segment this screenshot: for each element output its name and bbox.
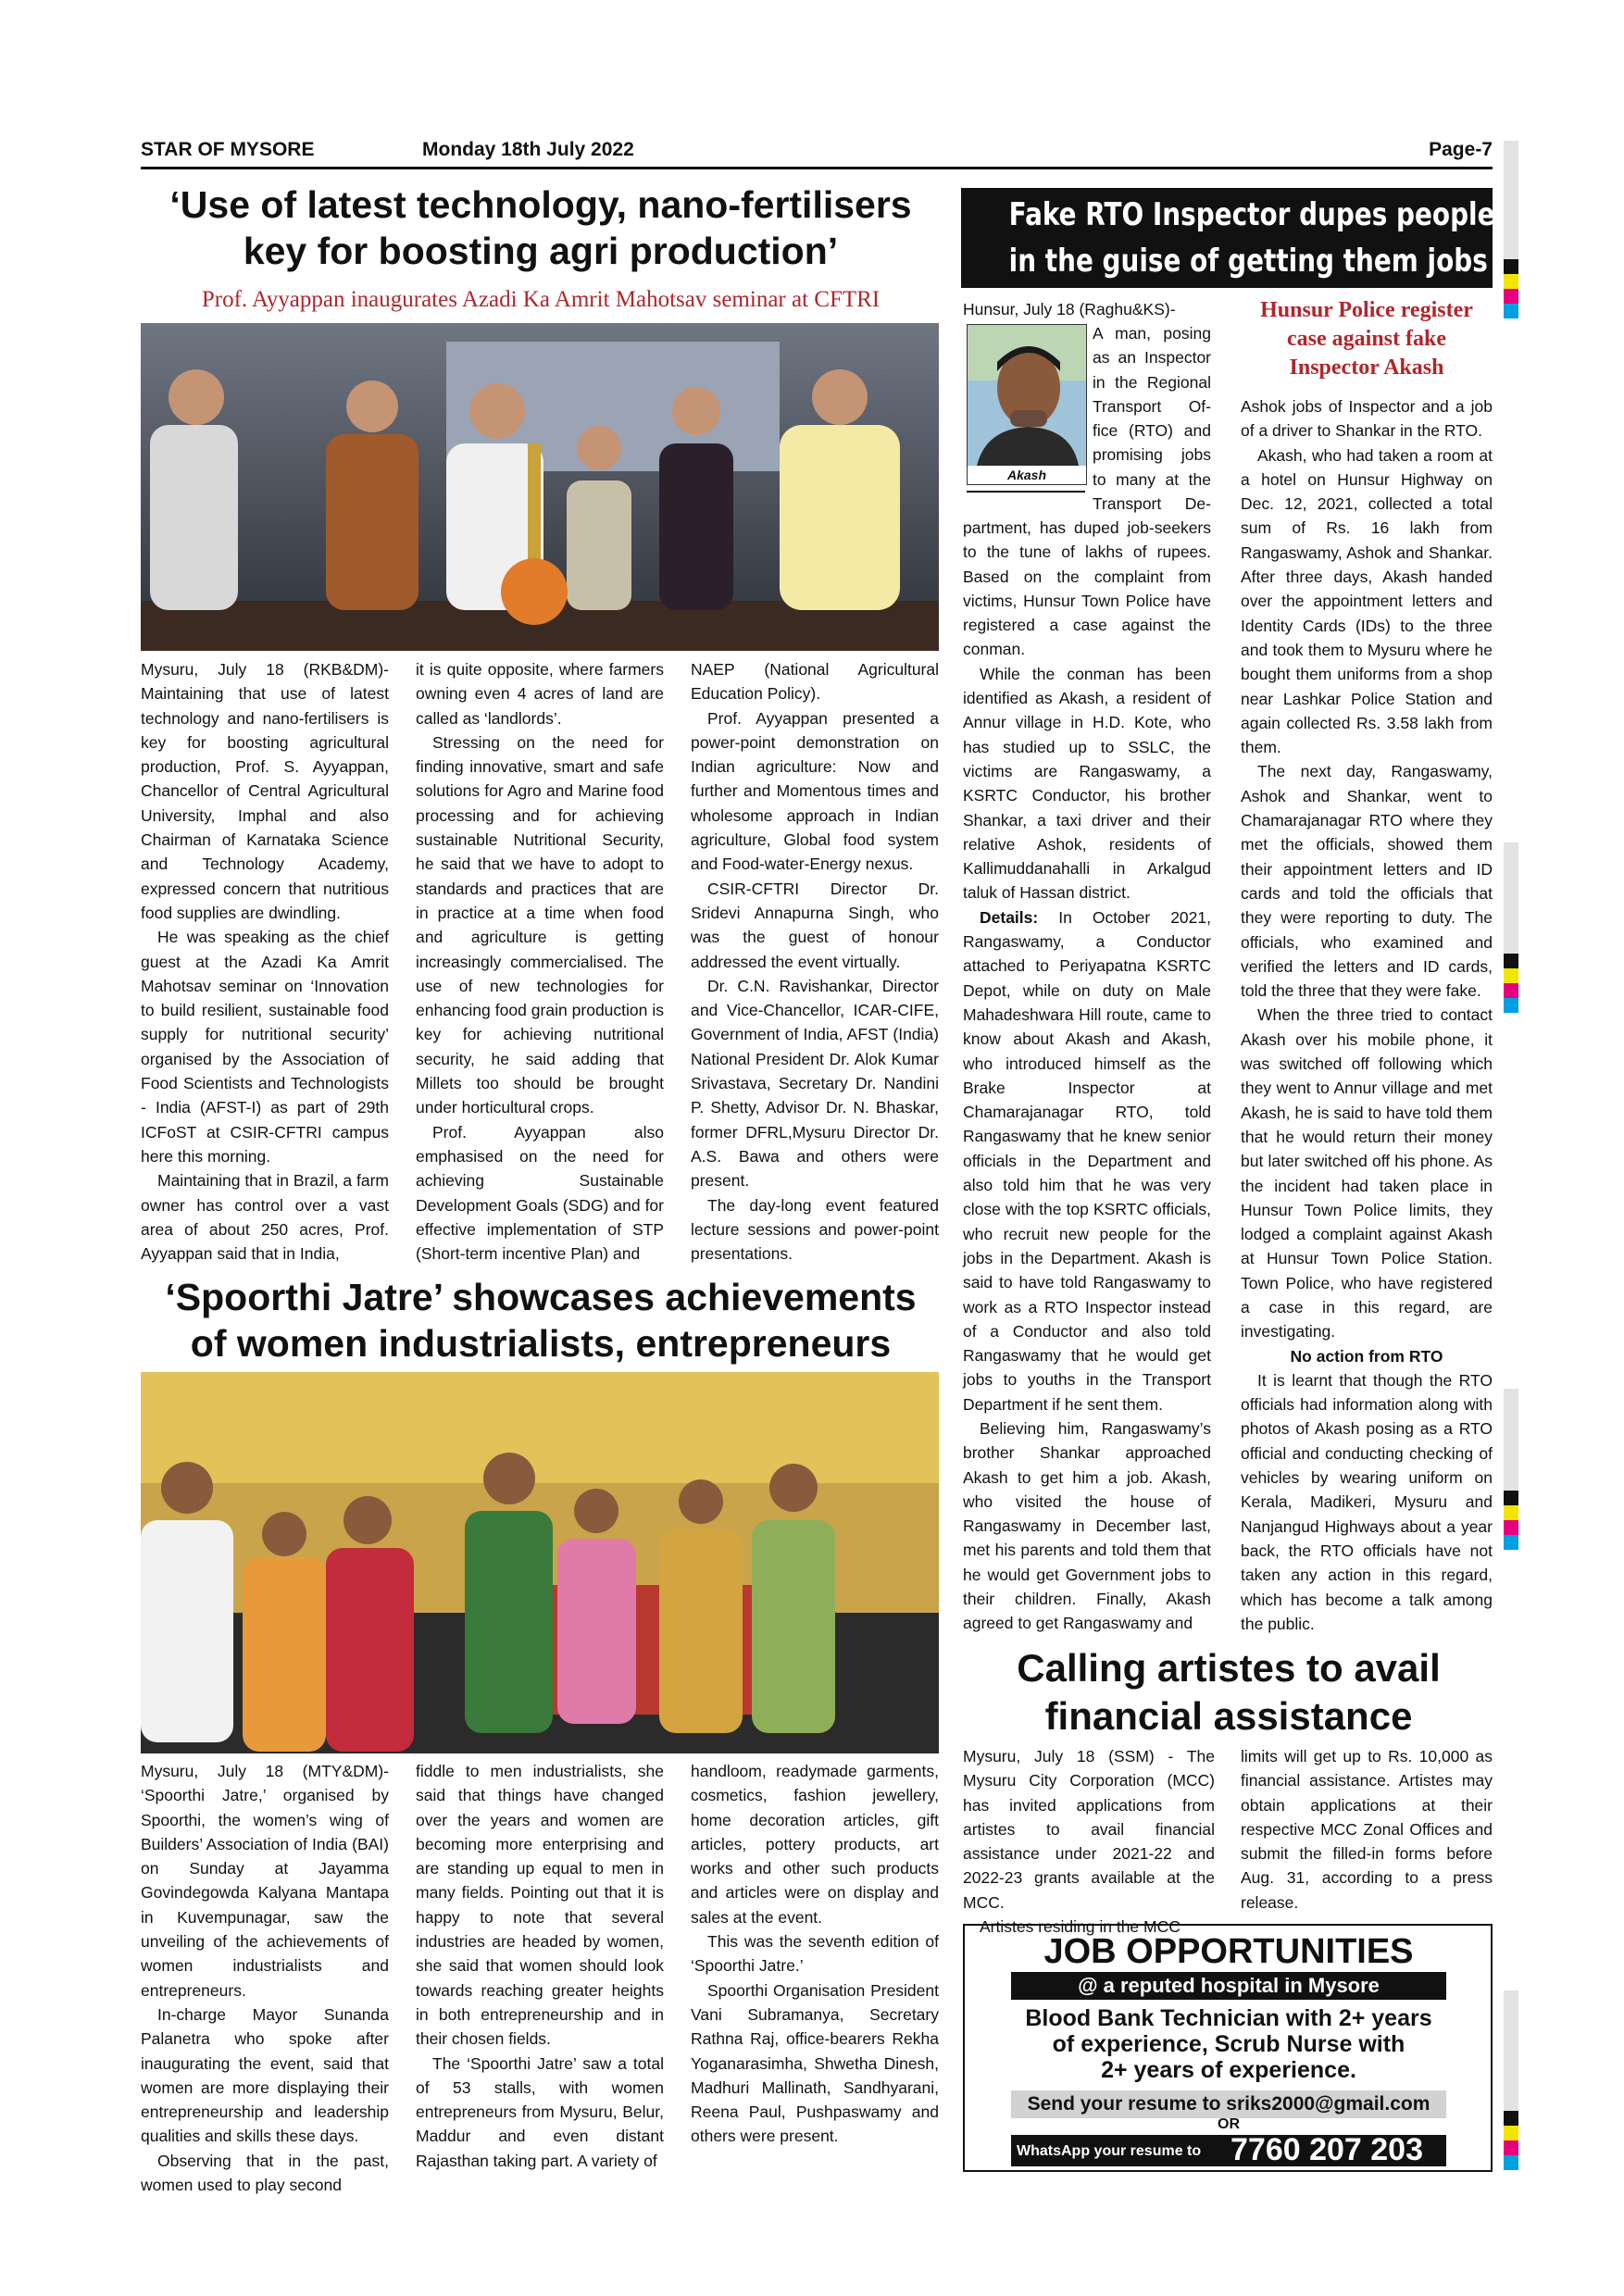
article1-col2-para: Prof. Ayyappan also emphasised on the need for achieving Sustainable Development Goals (SDG) and for effective implementation of STP (Short-term incentive Plan) and	[416, 1122, 664, 1264]
job-ad-line: Blood Bank Technician with 2+ years	[1025, 2005, 1432, 2031]
article4-col2	[1241, 1744, 1493, 1915]
article1-col2-para: it is quite opposite, where farmers owning even 4 acres of land are called as ‘landlords’.	[416, 660, 664, 728]
article3-col2-para: Akash, who had taken a room at a hotel on Hunsur Highway on Dec. 12, 2021, collected a total sum of Rs. 16 lakh from Rangaswamy, Ashok and Shankar. After three days, Akash handed over the appointment letters and Identity Cards (IDs) to the three and took them to Mysuru where he bought them uniforms from a shop near Lashkar Police Station and again collected Rs. 3.58 lakh from them.	[1241, 445, 1493, 757]
article3-wrap-line: A man, posing	[1093, 324, 1211, 343]
article3-col2-para: The next day, Rangaswamy, Ashok and Shankar, went to Chamarajanagar RTO where they met the officials, showed them their appointment letters and ID cards and told the officials that they were reporting to duty. The officials, who examined and verified the letters and ID cards, told the three that they were fake.	[1241, 762, 1493, 1001]
article3-wrap-line: as an Inspector	[1093, 348, 1211, 368]
article3-col1	[963, 516, 1211, 1636]
details-label: Details:	[980, 907, 1039, 927]
article2-col1-para: Mysuru, July 18 (MTY&DM)- ‘Spoorthi Jatre,’ organised by Spoorthi, the women’s wing of Builders’ Association of India (BAI) on Sunday at Jayamma Govindegowda Kalyana Mantapa in Kuvempunagar, saw the unveiling of the achievements of women industrialists and entrepreneurs.	[141, 1762, 389, 2000]
exhibition-stalls-photo	[141, 1372, 939, 1753]
article3-col1-para: partment, has duped job-seekers to the tune of lakhs of rupees. Based on the complaint from victims, Hunsur Town Police have registered a case against the conman.	[963, 518, 1211, 659]
article3-wrap-line: fice (RTO) and	[1093, 421, 1211, 441]
article1-headline	[141, 181, 941, 274]
article2-headline-line1: ‘Spoorthi Jatre’ showcases achievements	[165, 1276, 917, 1318]
article2-headline	[141, 1274, 941, 1366]
inset-line: Hunsur Police register	[1260, 298, 1473, 322]
job-ad-box	[963, 1924, 1493, 2172]
article2-col2-para: The ‘Spoorthi Jatre’ saw a total of 53 stalls, with women entrepreneurs from Mysuru, Belur, Maddur and even distant Rajasthan taking part. A variety of	[416, 2053, 664, 2170]
article2-col3-para: Spoorthi Organisation President Vani Subramanya, Secretary Rathna Raj, office-bearers Rekha Yoganarasimha, Shwetha Dinesh, Madhuri Mallinath, Sandhyarani, Reena Paul, Pushpaswamy and others were present.	[691, 1980, 939, 2146]
registration-marks-bottom	[1504, 1990, 1518, 2170]
article3-col2-para: When the three tried to contact Akash over his mobile phone, it was switched off following which they went to Annur village and met Akash, he is said to have told them that he would return their money but later switched off his phone. As the incident had taken place in Hunsur Town Police limits, they lodged a complaint against Akash at Hunsur Town Police Station. Town Police, who have registered a case in this regard, are investigating.	[1241, 1005, 1493, 1341]
photo-caption-rule	[967, 491, 1085, 493]
article1-col1	[141, 657, 389, 1266]
article4-col1	[963, 1744, 1215, 1939]
job-ad-whatsapp: WhatsApp your resume to	[1017, 2143, 1202, 2159]
article3-col2-para: It is learnt that though the RTO officials had information along with photos of Akash posing as a RTO official and conducting checking of vehicles by wearing uniform on Kerala, Madikeri, Mysuru and Nanjangud Highways about a year back, the RTO officials have not taken any action in this regard, which has become a talk among the public.	[1241, 1370, 1493, 1633]
job-ad-or: OR	[1218, 2116, 1240, 2132]
issue-date: Monday 18th July 2022	[422, 139, 634, 160]
article3-headline-box	[961, 188, 1493, 288]
job-ad-line: of experience, Scrub Nurse with	[1052, 2031, 1405, 2057]
article3-col1-para: Believing him, Rangaswamy’s brother Shankar approached Akash to get him a job. Akash, who visited the house of Rangaswamy in December last, met his parents and told them that he would get Government jobs to their children. Finally, Akash agreed to get Rangaswamy and	[963, 1418, 1211, 1633]
article3-wrap-line: to many at the	[1093, 469, 1211, 489]
akash-photo	[967, 324, 1087, 485]
article2-col3	[691, 1759, 939, 2149]
article4-headline-line1: Calling artistes to avail	[1017, 1646, 1441, 1690]
article2-col2-para: fiddle to men industrialists, she said that things have changed over the years and women are becoming more enterprising and are standing up equal to men in many fields. Pointing out that it is happy to note that several industries are headed by women, she said that women should look towards reaching greater heights in both entrepreneurship and in their chosen fields.	[416, 1762, 664, 2049]
article3-col2-para: Ashok jobs of Inspector and a job of a driver to Shankar in the RTO.	[1241, 397, 1493, 441]
article1-headline-line2: key for boosting agri production’	[243, 230, 839, 272]
article3-col1-para: While the conman has been identified as Akash, a resident of Annur village in H.D. Kote, who has studied up to SSLC, the victims are Rangaswamy, a KSRTC Conductor, his brother Shankar, a taxi driver and their relative Ashok, residents of Kallimuddanahalli in Arkalgud taluk of Hassan district.	[963, 664, 1211, 903]
job-ad-phone: 7760 207 203	[1230, 2132, 1423, 2167]
article3-subhead2: No action from RTO	[1290, 1346, 1443, 1366]
article1-col3-para: NAEP (National Agricultural Education Policy).	[691, 660, 939, 704]
article3-wrap-line: promising jobs	[1093, 445, 1211, 465]
article1-col1-para: Maintaining that in Brazil, a farm owner has control over a vast area of about 250 acres, Prof. Ayyappan said that in India,	[141, 1171, 389, 1264]
article2-col2	[416, 1759, 664, 2173]
job-ad-title: JOB OPPORTUNITIES	[1043, 1932, 1414, 1971]
article1-col1-para: Mysuru, July 18 (RKB&DM)- Maintaining that use of latest technology and nano-fertilisers is key for boosting agricultural production, Prof. S. Ayyappan, Chancellor of Central Agricultural University, Imphal and also Chairman of Karnataka Science and Technology Academy, expressed concern that nutritious food supplies are dwindling.	[141, 660, 389, 922]
article2-col3-para: handloom, readymade garments, cosmetics, fashion jewellery, home decoration articles, gift articles, pottery products, art works and other such products and articles were on display and sales at the event.	[691, 1762, 939, 1927]
akash-portrait-icon	[968, 325, 1086, 466]
registration-marks-mid1	[1504, 842, 1518, 1013]
article1-col2	[416, 657, 664, 1266]
article3-wrap-line: Transport De-	[1093, 494, 1211, 514]
article2-col3-para: This was the seventh edition of ‘Spoorthi Jatre.’	[691, 1932, 939, 1976]
article4-col2-para: limits will get up to Rs. 10,000 as financial assistance. Artistes may obtain applications at their respective MCC Zonal Offices and submit the filled-in forms before Aug. 31, according to a press release.	[1241, 1747, 1493, 1912]
article3-headline-line1: Fake RTO Inspector dupes people	[1008, 196, 1495, 233]
article3-dateline: Hunsur, July 18 (Raghu&KS)-	[963, 300, 1176, 318]
article3-wrap-line: Transport Of-	[1093, 396, 1211, 416]
article1-col3	[691, 657, 939, 1266]
page-header	[141, 139, 1500, 167]
akash-photo-caption: Akash	[968, 466, 1086, 484]
article1-photo	[141, 323, 939, 651]
article4-col1-para: Mysuru, July 18 (SSM) - The Mysuru City Corporation (MCC) has invited applications from artistes to avail financial assistance under 2021-22 and 2022-23 grants available at the MCC.	[963, 1747, 1215, 1912]
article4-col1-para: Artistes residing in the MCC	[980, 1917, 1181, 1937]
page-number: Page-7	[1429, 139, 1493, 160]
article3-col2	[1241, 394, 1493, 1636]
article3-wrap-line: in the Regional	[1093, 372, 1211, 392]
article2-photo	[141, 1372, 939, 1753]
article1-col3-para: CSIR-CFTRI Director Dr. Sridevi Annapurna Singh, who was the guest of honour addressed the event virtually.	[691, 879, 939, 971]
article2-col1-para: In-charge Mayor Sunanda Palanetra who spoke after inaugurating the event, said that women are more displaying their entrepreneurship and leadership qualities and skills these days.	[141, 2004, 389, 2146]
article1-col3-para: Dr. C.N. Ravishankar, Director and Vice-Chancellor, ICAR-CIFE, Government of India, AFST (India) National President Dr. Alok Kumar Srivastava, Secretary Dr. Nandini P. Shetty, Advisor Dr. N. Bhaskar, former DFRL,Mysuru Director Dr. A.S. Bawa and others were present.	[691, 976, 939, 1191]
registration-marks-top	[1504, 141, 1518, 318]
article1-subhead: Prof. Ayyappan inaugurates Azadi Ka Amrit Mahotsav seminar at CFTRI	[201, 287, 881, 312]
inset-line: case against fake	[1287, 327, 1446, 351]
article4-headline	[963, 1644, 1494, 1741]
inset-line: Inspector Akash	[1289, 356, 1444, 380]
article4-headline-line2: financial assistance	[1044, 1694, 1413, 1738]
job-ad-subtitle: @ a reputed hospital in Mysore	[1011, 1972, 1446, 2000]
job-ad-line: 2+ years of experience.	[1101, 2057, 1356, 2083]
article1-col1-para: He was speaking as the chief guest at the Azadi Ka Amrit Mahotsav seminar on ‘Innovation to build resilient, sustainable food supply for nutritional security’ organised by the Association of Food Scientists and Technologists - India (AFST-I) as part of 29th ICFoST at CSIR-CFTRI campus here this morning.	[141, 928, 389, 1166]
article1-headline-line1: ‘Use of latest technology, nano-fertilisers	[169, 183, 912, 226]
seminar-inauguration-photo	[141, 323, 939, 651]
article2-col1-para: Observing that in the past, women used to play second	[141, 2151, 389, 2195]
article2-headline-line2: of women industrialists, entrepreneurs	[190, 1322, 892, 1365]
article3-inset-head	[1241, 296, 1493, 382]
job-ad-send: Send your resume to sriks2000@gmail.com	[1027, 2093, 1430, 2115]
paper-name: STAR OF MYSORE	[141, 139, 315, 160]
details-text: In October 2021, Rangaswamy, a Conductor attached to Periyapatna KSRTC Depot, while on duty on Male Mahadeshwara Hill route, came to know about Akash and Akash, who introduced himself as the Brake Inspector at Chamarajanagar RTO, told Rangaswamy that he knew senior officials in the Department and also told him that he was very close with the top KSRTC officials, who recruit new people for the jobs in the Department. Akash is said to have told Rangaswamy to work as a RTO Inspector instead of a Conductor and also told Rangaswamy that he would get jobs to youths in the Transport Department if he sent them.	[963, 907, 1211, 1414]
header-rule	[141, 167, 1493, 169]
article1-col2-para: Stressing on the need for finding innovative, smart and safe solutions for Agro and Marine food processing and for achieving sustainable Nutritional Security, he said that we have to adopt to standards and practices that are in practice at a time when food and agriculture is getting increasingly commercialised. The use of new technologies for enhancing food grain production is key for achieving nutritional security, he said adding that Millets too should be brought under horticultural crops.	[416, 732, 664, 1117]
job-ad-body	[974, 2005, 1483, 2083]
article1-col3-para: Prof. Ayyappan presented a power-point demonstration on Indian agriculture: Now and further and Momentous times and wholesome approach in Indian agriculture, Global food system and Food-water-Energy nexus.	[691, 708, 939, 874]
registration-marks-mid2	[1504, 1389, 1518, 1550]
article3-wrap	[1093, 321, 1211, 516]
article2-col1	[141, 1759, 389, 2197]
article1-col3-para: The day-long event featured lecture sessions and power-point presentations.	[691, 1195, 939, 1264]
article3-headline-line2: in the guise of getting them jobs	[1008, 243, 1488, 280]
